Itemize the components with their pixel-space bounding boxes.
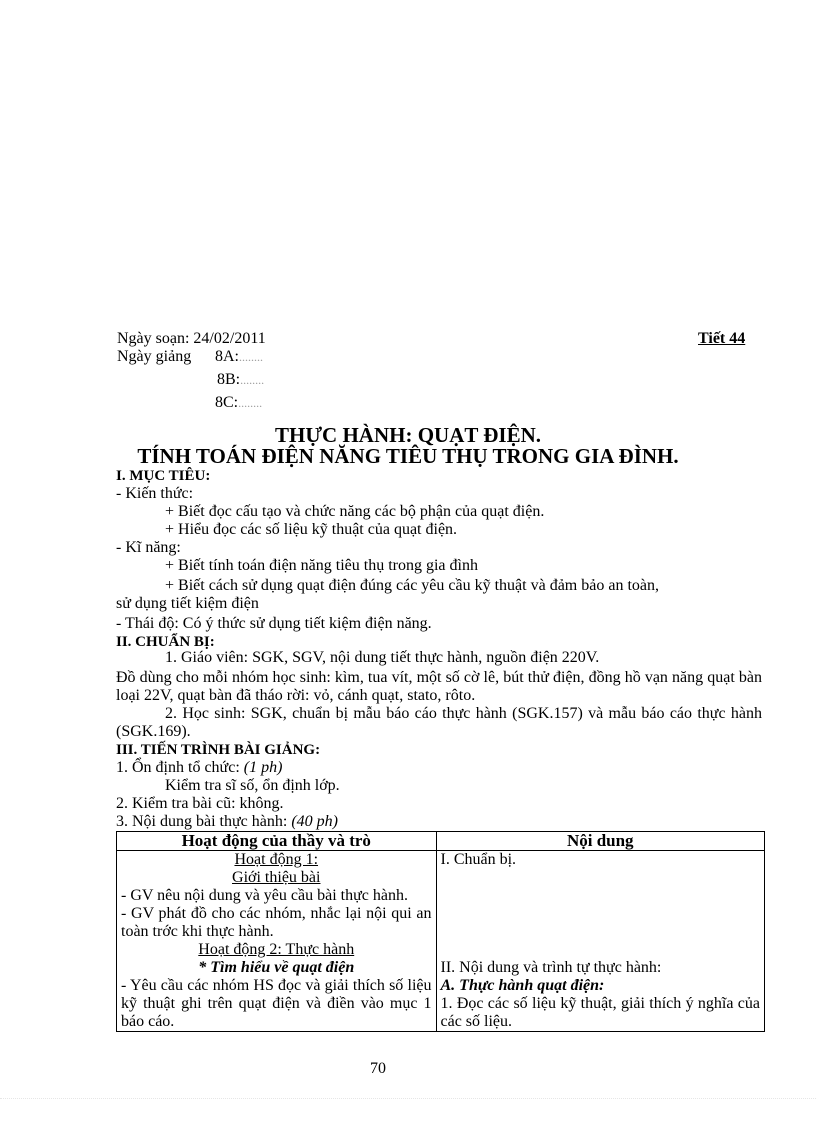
kien-thuc-2: + Hiểu đọc các số liệu kỹ thuật của quạt điện. — [165, 521, 458, 538]
kiem-tra-bai-cu: 2. Kiểm tra bài cũ: không. — [116, 795, 284, 812]
on-dinh-label: 1. Ổn định tổ chức: — [116, 759, 244, 776]
table-header-row — [117, 832, 765, 851]
section-1-heading: I. MỤC TIÊU: — [116, 468, 211, 484]
tiet-number: Tiết 44 — [698, 330, 746, 347]
hoc-sinh: 2. Học sinh: SGK, chuẩn bị mẫu báo cáo thực hành (SGK.157) và mẫu báo cáo thực hành (SGK.169). — [116, 705, 762, 740]
nd-chuan-bi: I. Chuẩn bị. — [440, 851, 517, 868]
ki-nang-1: + Biết tính toán điện năng tiêu thụ trong gia đình — [165, 557, 478, 574]
table-row — [117, 851, 765, 1032]
hd2-sub: * Tìm hiểu về quạt điện — [198, 959, 355, 976]
giao-vien: 1. Giáo viên: SGK, SGV, nội dung tiết thực hành, nguồn điện 220V. — [165, 649, 600, 666]
class-8a-label: 8A: — [215, 348, 239, 365]
header-hoat-dong: Hoạt động của thầy và trò — [117, 832, 437, 851]
hd1-sub: Giới thiệu bài — [232, 869, 321, 886]
class-8c — [215, 394, 262, 412]
page-number: 70 — [370, 1060, 386, 1077]
title-line-2: TÍNH TOÁN ĐIỆN NĂNG TIÊU THỤ TRONG GIA ĐÌNH. — [137, 444, 679, 468]
noi-dung-time: (40 ph) — [291, 813, 338, 830]
nd-1: 1. Đọc các số liệu kỹ thuật, giải thích ý nghĩa của các số liệu. — [440, 995, 760, 1030]
ki-nang-2b: sử dụng tiết kiệm điện — [116, 595, 259, 612]
noi-dung-bai — [116, 813, 338, 831]
title-line-1: THỰC HÀNH: QUẠT ĐIỆN. — [274, 423, 542, 447]
hd1-p1: - GV nêu nội dung và yêu cầu bài thực hành. — [121, 887, 408, 904]
section-3-heading: III. TIẾN TRÌNH BÀI GIẢNG: — [116, 742, 321, 758]
section-2-heading: II. CHUẨN BỊ: — [116, 634, 215, 650]
kien-thuc-label: - Kiến thức: — [116, 485, 194, 502]
thai-do: - Thái độ: Có ý thức sử dụng tiết kiệm điện năng. — [116, 615, 432, 632]
hd1-p2: - GV phát đồ cho các nhóm, nhắc lại nội qui an toàn trớc khi thực hành. — [121, 905, 432, 940]
class-8a-dots: ........ — [239, 350, 263, 364]
do-dung: Đồ dùng cho mỗi nhóm học sinh: kìm, tua vít, một số cờ lê, bút thử điện, đồng hồ vạn năng quạt bàn loại 22V, quạt bàn đã tháo rời: vỏ, cánh quạt, stato, rôto. — [116, 669, 762, 704]
class-8b — [217, 371, 264, 389]
ngay-soan: Ngày soạn: 24/02/2011 — [117, 330, 266, 347]
activity-table — [116, 831, 765, 1032]
kien-thuc-1: + Biết đọc cấu tạo và chức năng các bộ phận của quạt điện. — [165, 503, 545, 520]
on-dinh-time: (1 ph) — [243, 759, 283, 776]
ki-nang-label: - Kĩ năng: — [116, 539, 181, 556]
hd2-p1: - Yêu cầu các nhóm HS đọc và giải thích số liệu kỹ thuật ghi trên quạt điện và điền vào mục 1 báo cáo. — [121, 977, 432, 1030]
right-cell — [436, 851, 765, 1032]
class-8b-label: 8B: — [217, 371, 241, 388]
class-8c-dots: ........ — [238, 396, 263, 410]
left-cell — [117, 851, 437, 1032]
on-dinh — [116, 759, 282, 777]
header-noi-dung: Nội dung — [436, 832, 765, 851]
nd-trinh-tu: II. Nội dung và trình tự thực hành: — [440, 959, 662, 976]
kiem-tra-si-so: Kiểm tra sĩ số, ổn định lớp. — [165, 777, 340, 794]
hd1-title: Hoạt động 1: — [234, 851, 319, 868]
nd-spacer — [441, 869, 761, 959]
footer-dotted-line — [0, 1098, 816, 1099]
ngay-giang: Ngày giảng — [117, 348, 192, 365]
class-8a — [215, 348, 263, 366]
noi-dung-label: 3. Nội dung bài thực hành: — [116, 813, 292, 830]
class-8c-label: 8C: — [215, 394, 239, 411]
hd2-title: Hoạt động 2: Thực hành — [198, 941, 355, 958]
nd-a: A. Thực hành quạt điện: — [440, 977, 605, 994]
ki-nang-2: + Biết cách sử dụng quạt điện đúng các yêu cầu kỹ thuật và đảm bảo an toàn, — [165, 577, 659, 594]
class-8b-dots: ........ — [240, 373, 265, 387]
